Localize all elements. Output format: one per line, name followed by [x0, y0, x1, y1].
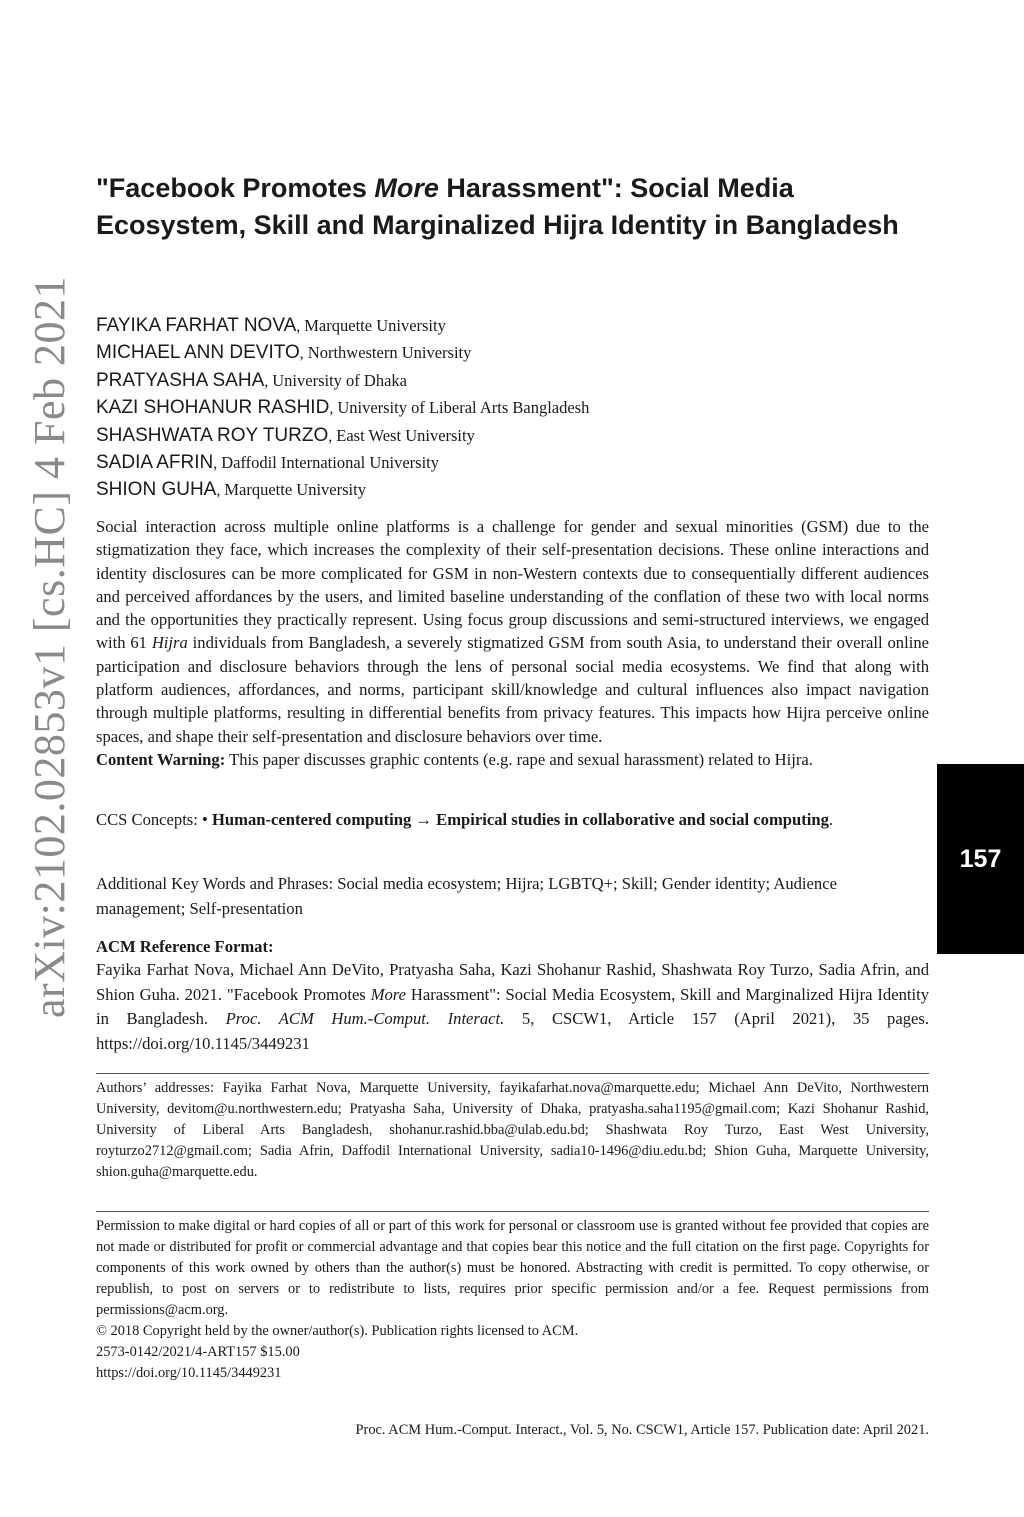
author-entry: SADIA AFRIN, Daffodil International University	[96, 451, 440, 473]
permission-text: Permission to make digital or hard copies of all or part of this work for personal or classroom use is granted without fee provided that copies are not made or distributed for profit or commercial advantage and that copies bear this notice and the full citation on the first page. Copyrights for components of this work owned by others than the author(s) must be honored. Abstracting with credit is permitted. To copy otherwise, or republish, to post on servers or to redistribute to lists, requires prior specific permission and/or a fee. Request permissions from permissions@acm.org.	[96, 1218, 929, 1318]
author-affiliation: Northwestern University	[307, 343, 472, 363]
author-entry: SHASHWATA ROY TURZO, East West University	[96, 424, 475, 446]
author-name: SHION GUHA	[96, 479, 217, 501]
author-name: KAZI SHOHANUR RASHID	[96, 397, 330, 419]
author-affiliation: University of Dhaka	[272, 370, 407, 390]
author-entry: MICHAEL ANN DEVITO, Northwestern University	[96, 342, 472, 364]
article-number-tab	[937, 764, 1024, 954]
keywords: Additional Key Words and Phrases: Social media ecosystem; Hijra; LGBTQ+; Skill; Gender identity; Audience management; Self-presentation	[96, 874, 837, 918]
content-warning: Content Warning: This paper discusses graphic contents (e.g. rape and sexual harassment) related to Hijra.	[96, 749, 813, 769]
section-divider	[96, 1211, 929, 1212]
permission-notice	[96, 1216, 929, 1384]
author-affiliation: University of Liberal Arts Bangladesh	[337, 398, 590, 418]
reference-format-heading: ACM Reference Format:	[96, 937, 274, 956]
author-affiliation: East West University	[336, 425, 475, 445]
ccs-concepts: CCS Concepts: • Human-centered computing → Empirical studies in collaborative and social computing.	[96, 810, 834, 829]
author-name: FAYIKA FARHAT NOVA	[96, 315, 297, 336]
copyright-line: © 2018 Copyright held by the owner/author(s). Publication rights licensed to ACM.	[96, 1323, 579, 1339]
author-affiliation: Marquette University	[224, 480, 366, 500]
reference-format: Fayika Farhat Nova, Michael Ann DeVito, Pratyasha Saha, Kazi Shohanur Rashid, Shashwata Roy Turzo, Sadia Afrin, and Shion Guha. 2021. "Facebook Promotes More Harassment": Social Media Ecosystem, Skill and Marginalized Hijra Identity in Bangladesh. Proc. ACM Hum.-Comput. Interact. 5, CSCW1, Article 157 (April 2021), 35 pages. https://doi.org/10.1145/3449231	[96, 960, 930, 1053]
author-addresses: Authors’ addresses: Fayika Farhat Nova, Marquette University, fayikafarhat.nova@marquette.edu; Michael Ann DeVito, Northwestern University, devitom@u.northwestern.edu; Pratyasha Saha, University of Dhaka, pratyasha.saha1195@gmail.com; Kazi Shohanur Rashid, University of Liberal Arts Bangladesh, shohanur.rashid.bba@ulab.edu.bd; Shashwata Roy Turzo, East West University, royturzo2712@gmail.com; Sadia Afrin, Daffodil International University, sadia10-1496@diu.edu.bd; Shion Guha, Marquette University, shion.guha@marquette.edu.	[96, 1080, 929, 1180]
author-name: MICHAEL ANN DEVITO	[96, 342, 300, 364]
abstract	[96, 515, 929, 771]
author-entry: SHION GUHA, Marquette University	[96, 479, 366, 501]
section-divider	[96, 1073, 929, 1074]
author-affiliation: Marquette University	[304, 316, 446, 335]
author-name: PRATYASHA SAHA	[96, 369, 265, 391]
arxiv-stamp: arXiv:2102.02853v1 [cs.HC] 4 Feb 2021	[25, 276, 74, 1018]
article-number: 157	[959, 844, 1002, 873]
author-name: SADIA AFRIN	[96, 451, 214, 473]
author-list	[96, 312, 936, 504]
author-affiliation: Daffodil International University	[221, 452, 440, 472]
doi-line: https://doi.org/10.1145/3449231	[96, 1365, 282, 1381]
author-entry: PRATYASHA SAHA, University of Dhaka	[96, 369, 407, 391]
paper-title: "Facebook Promotes More Harassment": Social Media Ecosystem, Skill and Marginalized Hijra Identity in Bangladesh	[96, 173, 899, 240]
page-footer: Proc. ACM Hum.-Comput. Interact., Vol. 5, No. CSCW1, Article 157. Publication date: April 2021.	[355, 1422, 929, 1438]
issn-line: 2573-0142/2021/4-ART157 $15.00	[96, 1344, 300, 1360]
author-name: SHASHWATA ROY TURZO	[96, 424, 329, 446]
author-entry: KAZI SHOHANUR RASHID, University of Liberal Arts Bangladesh	[96, 397, 590, 419]
author-entry: FAYIKA FARHAT NOVA, Marquette University	[96, 315, 446, 336]
abstract-body: Social interaction across multiple online platforms is a challenge for gender and sexual minorities (GSM) due to the stigmatization they face, which increases the complexity of their self-presentation decisions. These online interactions and identity disclosures can be more complicated for GSM in non-Western contexts due to consequentially different audiences and perceived affordances by the users, and limited baseline understanding of the conflation of these two with local norms and the opportunities they practically represent. Using focus group discussions and semi-structured interviews, we engaged with 61 Hijra individuals from Bangladesh, a severely stigmatized GSM from south Asia, to understand their overall online participation and disclosure behaviors through the lens of personal social media ecosystems. We find that along with platform audiences, affordances, and norms, participant skill/knowledge and cultural influences also impact navigation through multiple platforms, resulting in differential benefits from privacy features. This impacts how Hijra perceive online spaces, and shape their self-presentation and disclosure behaviors over time.	[96, 517, 929, 746]
